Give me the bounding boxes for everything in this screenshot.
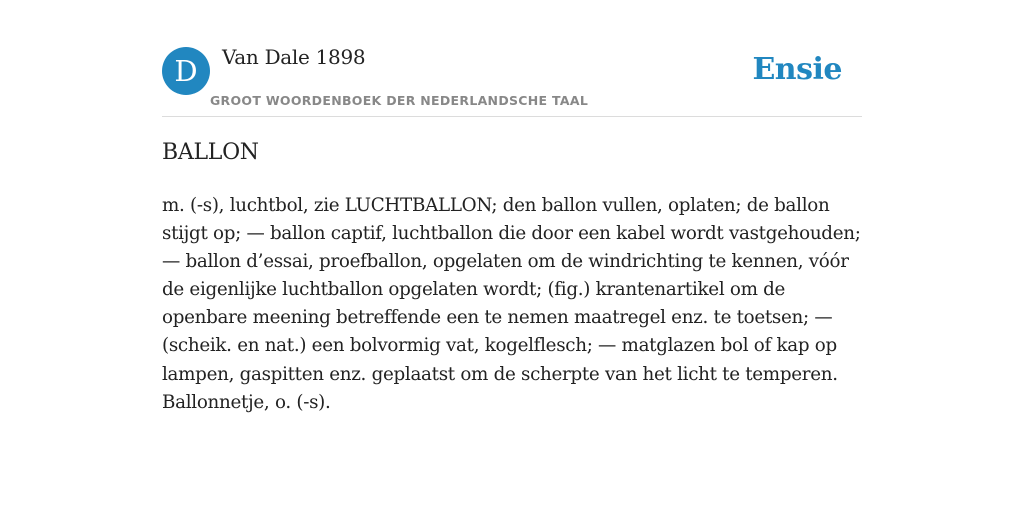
entry-header: [162, 44, 862, 117]
headword: BALLON: [162, 140, 259, 165]
source-title[interactable]: Van Dale 1898: [222, 45, 366, 69]
source-subtitle: GROOT WOORDENBOEK DER NEDERLANDSCHE TAAL: [210, 93, 589, 108]
source-avatar[interactable]: D: [162, 47, 210, 95]
brand-logo[interactable]: Ensie: [752, 52, 842, 87]
definition-text: m. (-s), luchtbol, zie LUCHTBALLON; den ballon vullen, oplaten; de ballon stijgt op; — ballon captif, luchtballon die door een kabel wordt vastgehouden; — ballon d’essai, proefballon, opgelaten om de windrichting te kennen, vóór de eigenlijke luchtballon opgelaten wordt; (fig.) krantenartikel om de openbare meening betreffende een te nemen maatregel enz. te toetsen; — (scheik. en nat.) een bolvormig vat, kogelflesch; — matglazen bol of kap op lampen, gaspitten enz. geplaatst om de scherpte van het licht te temperen. Ballonnetje, o. (-s).: [162, 195, 861, 413]
